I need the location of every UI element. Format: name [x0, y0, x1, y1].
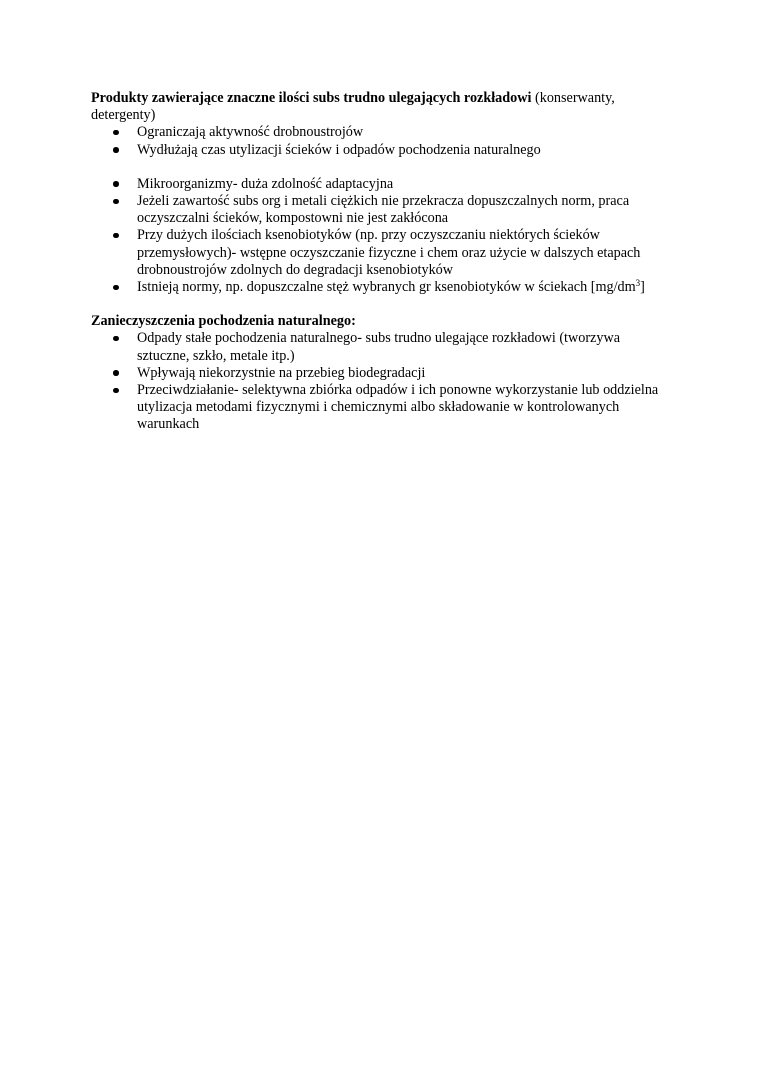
list-item: Wydłużają czas utylizacji ścieków i odpadów pochodzenia naturalnego — [91, 142, 671, 159]
bullet-icon — [113, 130, 119, 136]
bullet-icon — [113, 181, 119, 187]
bullet-icon — [113, 388, 119, 394]
bullet-icon — [113, 370, 119, 376]
bullet-icon — [113, 336, 119, 342]
paragraph-gap — [91, 159, 671, 176]
list-item: Przeciwdziałanie- selektywna zbiórka odpadów i ich ponowne wykorzystanie lub oddzielna utylizacja metodami fizycznymi i chemicznymi albo składowanie w kontrolowanych warunkach — [91, 382, 671, 434]
section1-bullet-list-a — [91, 124, 671, 158]
section1-heading — [91, 90, 671, 124]
section2-heading-bold: Zanieczyszczenia pochodzenia naturalnego: — [91, 313, 356, 330]
document-body — [91, 90, 671, 434]
superscript: 3 — [635, 278, 641, 289]
section2-bullet-list — [91, 330, 671, 433]
list-item: Wpływają niekorzystnie na przebieg biodegradacji — [91, 365, 671, 382]
section1-heading-rest: (konserwanty, detergenty) — [91, 90, 615, 124]
section2-heading — [91, 313, 671, 330]
bullet-icon — [113, 285, 119, 291]
bullet-icon — [113, 233, 119, 239]
list-item: Jeżeli zawartość subs org i metali ciężkich nie przekracza dopuszczalnych norm, praca oczyszczalni ścieków, kompostowni nie jest zakłócona — [91, 193, 671, 227]
list-item: Istnieją normy, np. dopuszczalne stęż wybranych gr ksenobiotyków w ściekach $[mg/dm^3]$ — [91, 279, 671, 296]
list-item: Ograniczają aktywność drobnoustrojów — [91, 124, 671, 141]
list-item: Odpady stałe pochodzenia naturalnego- subs trudno ulegające rozkładowi (tworzywa sztuczne, szkło, metale itp.) — [91, 330, 671, 364]
paragraph-gap — [91, 296, 671, 313]
section1-heading-bold: Produkty zawierające znaczne ilości subs trudno ulegających rozkładowi — [91, 90, 532, 106]
section1-bullet-list-b — [91, 176, 671, 296]
bullet-icon — [113, 147, 119, 153]
list-item: Przy dużych ilościach ksenobiotyków (np. przy oczyszczaniu niektórych ścieków przemysłowych)- wstępne oczyszczanie fizyczne i chem oraz użycie w dalszych etapach drobnoustrojów zdolnych do degradacji ksenobiotyków — [91, 227, 671, 279]
bullet-icon — [113, 199, 119, 205]
list-item: Mikroorganizmy- duża zdolność adaptacyjna — [91, 176, 671, 193]
